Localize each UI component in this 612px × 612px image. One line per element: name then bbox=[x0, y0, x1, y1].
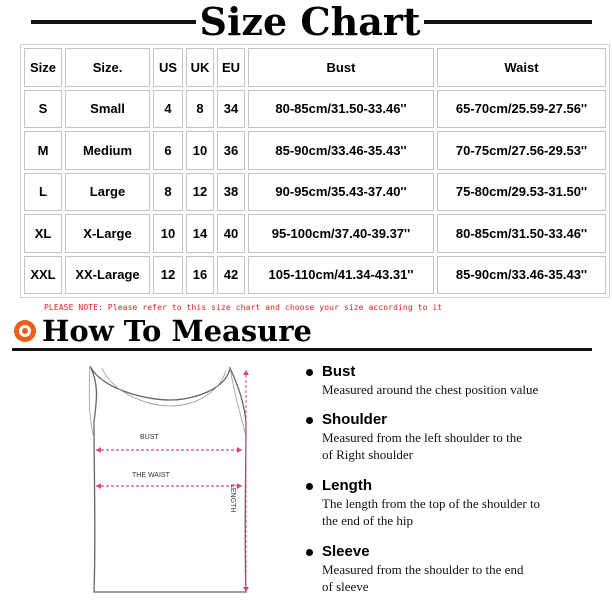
measure-item-desc: Measured from the shoulder to the end bbox=[322, 562, 524, 577]
column-header: Bust bbox=[248, 48, 434, 87]
table-cell: 10 bbox=[186, 131, 214, 170]
table-cell: XL bbox=[24, 214, 62, 253]
measure-item-title: Sleeve bbox=[322, 543, 370, 560]
bullet-icon bbox=[306, 483, 313, 490]
measure-item-title: Bust bbox=[322, 363, 356, 380]
title-rule-left bbox=[31, 20, 196, 24]
table-cell: Large bbox=[65, 173, 150, 212]
measure-item-desc: Measured from the left shoulder to the bbox=[322, 430, 522, 445]
table-row bbox=[24, 131, 606, 170]
table-cell: M bbox=[24, 131, 62, 170]
table-cell: XX-Larage bbox=[65, 256, 150, 295]
table-cell: Medium bbox=[65, 131, 150, 170]
table-cell: 105-110cm/41.34-43.31'' bbox=[248, 256, 434, 295]
table-cell: 70-75cm/27.56-29.53'' bbox=[437, 131, 606, 170]
table-cell: 75-80cm/29.53-31.50'' bbox=[437, 173, 606, 212]
size-chart-header bbox=[0, 0, 612, 46]
table-cell: 95-100cm/37.40-39.37'' bbox=[248, 214, 434, 253]
table-cell: Small bbox=[65, 90, 150, 129]
section-divider bbox=[12, 348, 592, 351]
bullet-icon bbox=[306, 369, 313, 376]
column-header: EU bbox=[217, 48, 245, 87]
table-cell: 16 bbox=[186, 256, 214, 295]
table-cell: 80-85cm/31.50-33.46'' bbox=[437, 214, 606, 253]
table-cell: 36 bbox=[217, 131, 245, 170]
table-cell: 85-90cm/33.46-35.43'' bbox=[248, 131, 434, 170]
measure-item-desc: of sleeve bbox=[322, 579, 369, 594]
table-cell: XXL bbox=[24, 256, 62, 295]
title-rule-right bbox=[424, 20, 592, 24]
bust-label: BUST bbox=[140, 434, 159, 441]
table-cell: X-Large bbox=[65, 214, 150, 253]
table-cell: 14 bbox=[186, 214, 214, 253]
table-cell: L bbox=[24, 173, 62, 212]
measure-item-desc: Measured around the chest position value bbox=[322, 382, 539, 397]
table-cell: 12 bbox=[153, 256, 183, 295]
table-cell: 8 bbox=[153, 173, 183, 212]
waist-label: THE WAIST bbox=[132, 472, 170, 479]
table-cell: 38 bbox=[217, 173, 245, 212]
table-cell: 4 bbox=[153, 90, 183, 129]
size-chart-table bbox=[20, 44, 610, 298]
measure-item-bust bbox=[304, 362, 604, 410]
table-row bbox=[24, 256, 606, 295]
measure-item-sleeve bbox=[304, 542, 604, 598]
table-cell: 12 bbox=[186, 173, 214, 212]
size-chart-title: Size Chart bbox=[199, 0, 421, 44]
how-to-measure-title: How To Measure bbox=[42, 314, 312, 348]
tank-top-diagram bbox=[60, 356, 280, 602]
table-cell: 8 bbox=[186, 90, 214, 129]
table-cell: 34 bbox=[217, 90, 245, 129]
bullet-icon bbox=[306, 417, 313, 424]
table-cell: 42 bbox=[217, 256, 245, 295]
table-row bbox=[24, 173, 606, 212]
table-header-row bbox=[24, 48, 606, 87]
table-cell: 85-90cm/33.46-35.43'' bbox=[437, 256, 606, 295]
target-icon bbox=[14, 320, 36, 342]
table-cell: 65-70cm/25.59-27.56'' bbox=[437, 90, 606, 129]
column-header: Waist bbox=[437, 48, 606, 87]
table-cell: 80-85cm/31.50-33.46'' bbox=[248, 90, 434, 129]
table-row bbox=[24, 214, 606, 253]
table-cell: 90-95cm/35.43-37.40'' bbox=[248, 173, 434, 212]
column-header: US bbox=[153, 48, 183, 87]
measure-item-desc: of Right shoulder bbox=[322, 447, 413, 462]
how-to-measure-header bbox=[0, 312, 612, 352]
measure-item-length bbox=[304, 476, 604, 542]
measure-item-title: Shoulder bbox=[322, 411, 388, 428]
measure-item-title: Length bbox=[322, 477, 372, 494]
size-note: PLEASE NOTE: Please refer to this size chart and choose your size according to it bbox=[44, 303, 443, 312]
table-cell: 40 bbox=[217, 214, 245, 253]
bullet-icon bbox=[306, 549, 313, 556]
length-label: LENGTH bbox=[229, 484, 236, 513]
column-header: Size. bbox=[65, 48, 150, 87]
column-header: Size bbox=[24, 48, 62, 87]
measure-list bbox=[304, 362, 604, 598]
tank-top-icon bbox=[60, 356, 280, 602]
measure-item-shoulder bbox=[304, 410, 604, 476]
measure-item-desc: The length from the top of the shoulder to bbox=[322, 496, 541, 511]
column-header: UK bbox=[186, 48, 214, 87]
table-cell: S bbox=[24, 90, 62, 129]
table-row bbox=[24, 90, 606, 129]
table-cell: 6 bbox=[153, 131, 183, 170]
table-cell: 10 bbox=[153, 214, 183, 253]
measure-item-desc: the end of the hip bbox=[322, 513, 413, 528]
